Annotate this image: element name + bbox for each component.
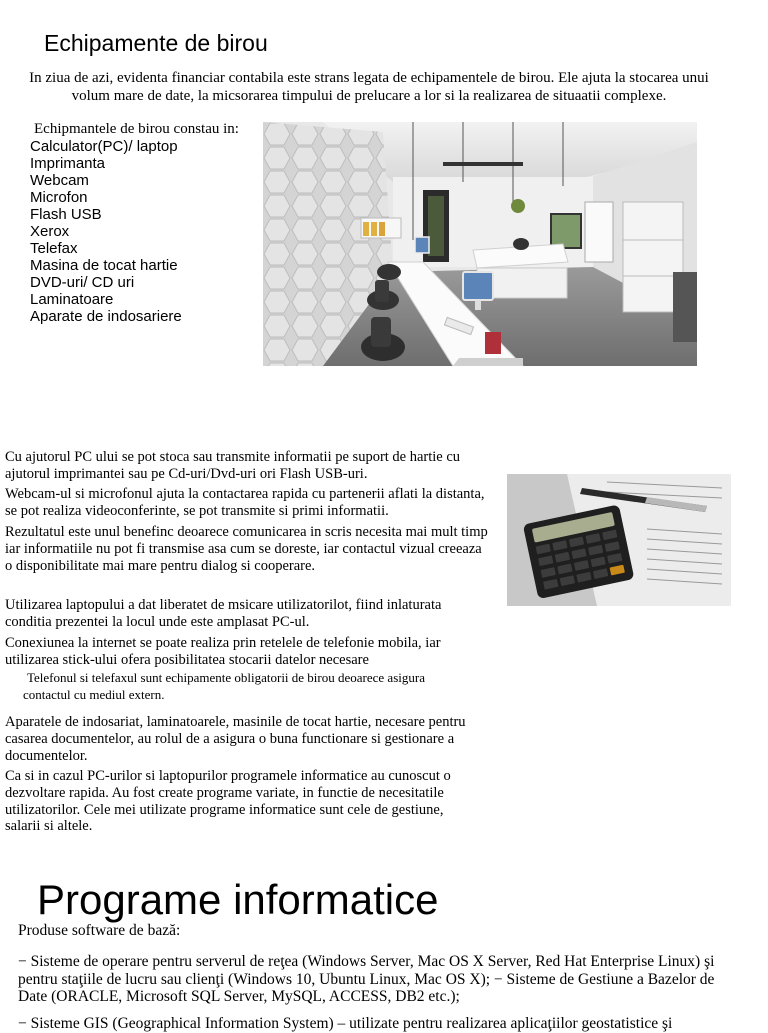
section-title-programe: Programe informatice [37, 876, 439, 923]
paragraph-internet: Conexiunea la internet se poate realiza prin retelele de telefonie mobila, iar utilizarea stick-ului ofera posibilitatea stocarii datelor necesare [5, 635, 441, 668]
office-photo [263, 122, 697, 366]
software-intro: Produse software de bază: [18, 922, 181, 939]
list-item: Imprimanta [30, 155, 106, 172]
paragraph-laptop: Utilizarea laptopului a dat liberatet de msicare utilizatorilot, fiind inlaturata conditia prezentei la locul unde este amplasat PC-ul. [5, 597, 442, 630]
calculator-photo [507, 474, 731, 606]
paragraph-programe: Ca si in cazul PC-urilor si laptopurilor programele informatice au cunoscut o dezvoltare rapida. Au fost create programe variate, in functie de necesitatile utilizatorilor. Cele mei utilizate programe informatice sunt cele de gestiune, salarii si altele. [5, 768, 451, 835]
software-paragraph-sisteme: − Sisteme de operare pentru serverul de reţea (Windows Server, Mac OS X Server, Red Hat Enterprise Linux) şi pentru staţiile de lucru sau clienţi (Windows 10, Ubuntu Linux, Mac OS X); − Sisteme de Gestiune a Bazelor de Date (ORACLE, Microsoft SQL Server, MySQL, ACCESS, DB2 etc.); [18, 953, 715, 1005]
list-item: Telefax [30, 240, 78, 257]
list-item: DVD-uri/ CD uri [30, 274, 135, 291]
paragraph-rezultat: Rezultatul este unul benefinc deoarece comunicarea in scris necesita mai mult timp iar informatiile nu pot fi transmise asa cum se doreste, iar contactul vizual creeaza o disponibilitate mai mare pentru dialog si cooperare. [5, 524, 488, 574]
list-item: Webcam [30, 172, 89, 189]
paragraph-pc: Cu ajutorul PC ului se pot stoca sau transmite informatii pe suport de hartie cu ajutorul imprimantei sau pe Cd-uri/Dvd-uri ori Flash USB-uri. [5, 449, 461, 482]
paragraph-webcam: Webcam-ul si microfonul ajuta la contactarea rapida cu partenerii aflati la distanta, se pot realiza videoconferinte, se pot transmite si primi informatii. [5, 486, 485, 519]
office-illustration [263, 122, 697, 366]
equipment-list [30, 138, 182, 325]
list-item: Xerox [30, 223, 70, 240]
calculator-illustration [507, 474, 731, 606]
list-item: Microfon [30, 189, 88, 206]
list-item: Aparate de indosariere [30, 308, 182, 325]
list-item: Laminatoare [30, 291, 114, 308]
list-item: Masina de tocat hartie [30, 257, 178, 274]
paragraph-indosariat: Aparatele de indosariat, laminatoarele, masinile de tocat hartie, necesare pentru casarea documentelor, au rolul de a asigura o buna functionare si gestionare a documentelor. [5, 714, 466, 764]
equipment-list-heading: Echipmantele de birou constau in: [34, 121, 239, 137]
paragraph-telefon: Telefonul si telefaxul sunt echipamente obligatorii de birou deoarece asigura contactul cu mediul extern. [23, 670, 425, 702]
section-title-echipamente: Echipamente de birou [44, 30, 268, 56]
list-item: Flash USB [30, 206, 102, 223]
intro-paragraph: In ziua de azi, evidenta financiar contabila este strans legata de echipamentele de birou. Ele ajuta la stocarea unui volum mare de date, la micsorarea timpului de prelucare a lor si la realizarea de situaatii complexe. [29, 70, 709, 104]
list-item: Calculator(PC)/ laptop [30, 138, 178, 155]
software-paragraph-gis: − Sisteme GIS (Geographical Information System) – utilizate pentru realizarea aplicaţiilor geostatistice şi [18, 1015, 673, 1032]
